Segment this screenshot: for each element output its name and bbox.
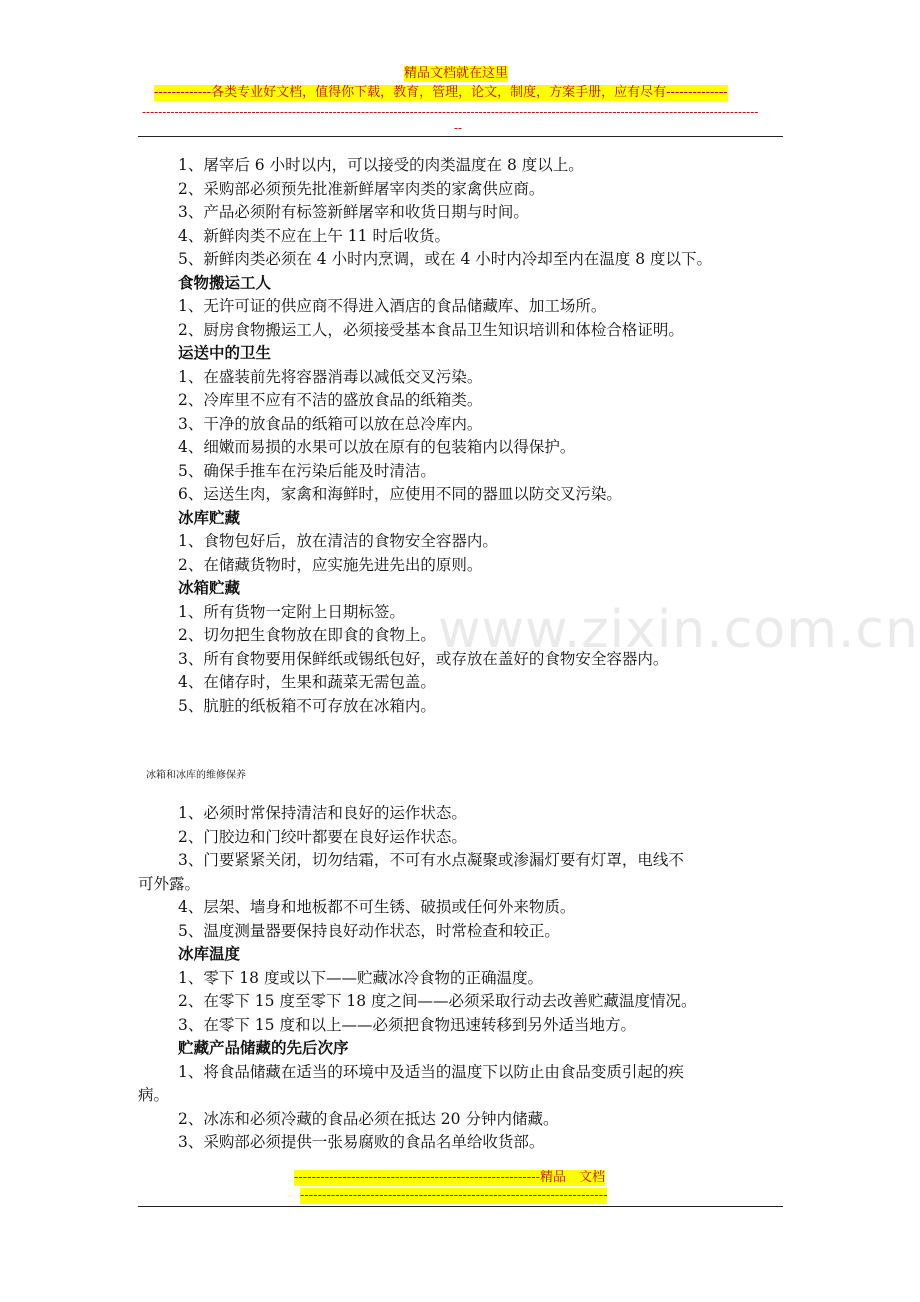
section-maintenance — [138, 802, 783, 943]
list-item: 3、干净的放食品的纸箱可以放在总冷库内。 — [178, 414, 483, 433]
list-item: 1、零下 18 度或以下——贮藏冰冷食物的正确温度。 — [178, 968, 543, 987]
section-food-handlers — [178, 272, 788, 343]
header-title: 精品文档就在这里 — [404, 66, 509, 81]
list-item: 2、在零下 15 度至零下 18 度之间——必须采取行动去改善贮藏温度情况。 — [178, 992, 697, 1010]
footer-dash-line: ---------------------------------------------------------------------- — [300, 1188, 608, 1203]
list-item: 4、在储存时，生果和蔬菜无需包盖。 — [178, 673, 436, 691]
footer-label: --------------------------------------------------------精品 文档 — [294, 1170, 605, 1185]
section-heading: 冰库贮藏 — [178, 508, 241, 527]
list-item: 1、在盛装前先将容器消毒以减低交叉污染。 — [178, 367, 483, 386]
list-item: 5、确保手推车在污染后能及时清洁。 — [178, 461, 436, 480]
list-item: 6、运送生肉，家禽和海鲜时，应使用不同的器皿以防交叉污染。 — [178, 485, 622, 503]
header-dash-tail: -- — [454, 121, 463, 135]
list-item: 1、屠宰后 6 小时以内，可以接受的肉类温度在 8 度以上。 — [178, 156, 584, 174]
section-heading: 食物搬运工人 — [178, 273, 272, 292]
list-item: 5、温度测量器要保持良好动作状态，时常检查和较正。 — [178, 921, 560, 940]
header-subtitle: -------------各类专业好文档，值得你下载，教育，管理，论文，制度，方案手册，应有尽有-------------- — [154, 85, 728, 100]
list-item: 1、必须时常保持清洁和良好的运作状态。 — [178, 804, 467, 822]
section-heading: 贮藏产品储藏的先后次序 — [178, 1039, 349, 1057]
list-item: 1、无许可证的供应商不得进入酒店的食品储藏库、加工场所。 — [178, 297, 607, 315]
section-freezer-temperature — [178, 943, 783, 1037]
section-transport-hygiene — [178, 342, 788, 507]
list-item: 1、食物包好后，放在清洁的食物安全容器内。 — [178, 532, 498, 550]
section-heading: 冰库温度 — [178, 945, 241, 963]
section-heading: 冰箱贮藏 — [178, 579, 241, 597]
document-body-lower — [138, 802, 783, 1155]
list-item: 3、采购部必须提供一张易腐败的食品名单给收货部。 — [178, 1133, 545, 1151]
list-item: 4、细嫩而易损的水果可以放在原有的包装箱内以得保护。 — [178, 438, 576, 456]
footer-rule — [138, 1206, 783, 1207]
list-item: 3、在零下 15 度和以上——必须把食物迅速转移到另外适当地方。 — [178, 1015, 636, 1034]
list-item: 5、新鲜肉类必须在 4 小时内烹调，或在 4 小时内冷却至内在温度 8 度以下。 — [178, 250, 713, 268]
list-item: 4、层架、墙身和地板都不可生锈、破损或任何外来物质。 — [178, 898, 576, 916]
section-storage-order — [138, 1037, 783, 1155]
list-item: 3、所有食物要用保鲜纸或锡纸包好，或存放在盖好的食物安全容器内。 — [178, 649, 669, 668]
list-item: 5、肮脏的纸板箱不可存放在冰箱内。 — [178, 696, 436, 715]
list-item: 3、产品必须附有标签新鲜屠宰和收货日期与时间。 — [178, 203, 529, 221]
list-item: 1、将食品储藏在适当的环境中及适当的温度下以防止由食品变质引起的疾 — [178, 1062, 684, 1081]
maintenance-title: 冰箱和冰库的维修保养 — [146, 770, 246, 781]
list-item: 2、采购部必须预先批准新鲜屠宰肉类的家禽供应商。 — [178, 179, 545, 198]
list-item: 2、冰冻和必须冷藏的食品必须在抵达 20 分钟内储藏。 — [178, 1109, 559, 1128]
watermark: www.zixin.com.cn — [438, 600, 919, 660]
list-item: 2、切勿把生食物放在即食的食物上。 — [178, 626, 436, 644]
section-meat-receiving — [178, 154, 788, 272]
section-heading: 运送中的卫生 — [178, 344, 272, 362]
header-dash-line: -------------------------------------------------------------------------------------------------------------------------------------------------------- — [142, 105, 759, 119]
list-item-continued: 病。 — [138, 1086, 170, 1104]
list-item: 2、厨房食物搬运工人，必须接受基本食品卫生知识培训和体检合格证明。 — [178, 320, 684, 339]
list-item: 4、新鲜肉类不应在上午 11 时后收货。 — [178, 226, 450, 245]
list-item: 1、所有货物一定附上日期标签。 — [178, 602, 405, 621]
list-item: 2、在储藏货物时，应实施先进先出的原则。 — [178, 555, 483, 574]
section-fridge-storage — [178, 577, 788, 718]
document-body-upper — [178, 154, 788, 718]
list-item-continued: 可外露。 — [138, 874, 201, 893]
list-item: 2、门胶边和门绞叶都要在良好运作状态。 — [178, 827, 467, 846]
list-item: 2、冷库里不应有不洁的盛放食品的纸箱类。 — [178, 391, 483, 409]
header-rule — [138, 136, 783, 137]
list-item: 3、门要紧紧关闭，切勿结霜，不可有水点凝聚或渗漏灯要有灯罩，电线不 — [178, 851, 684, 869]
section-freezer-storage — [178, 507, 788, 578]
